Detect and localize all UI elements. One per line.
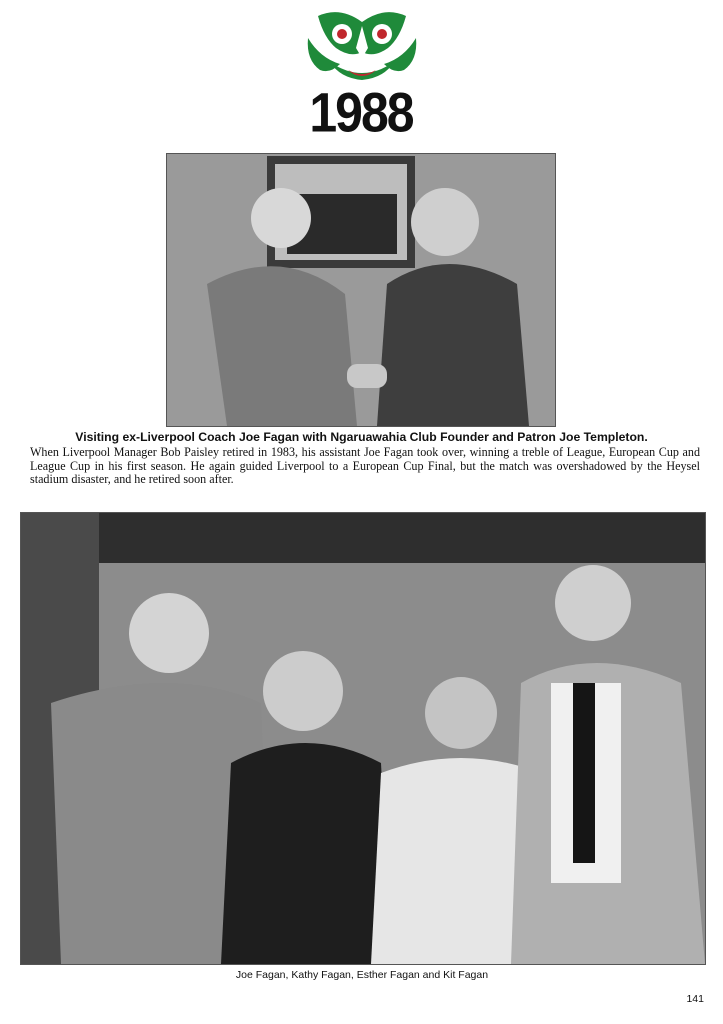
year-heading: 1988 <box>309 81 413 144</box>
photo-fagan-templeton <box>166 153 556 427</box>
maori-carved-face-logo-icon <box>300 8 424 88</box>
top-photo-caption: Visiting ex-Liverpool Coach Joe Fagan with Ngaruawahia Club Founder and Patron Joe Templeton. <box>75 430 648 444</box>
bottom-photo-caption: Joe Fagan, Kathy Fagan, Esther Fagan and Kit Fagan <box>235 969 489 981</box>
photo-fagan-family <box>20 512 706 965</box>
top-photo-description: When Liverpool Manager Bob Paisley retired in 1983, his assistant Joe Fagan took over, winning a treble of League, European Cup and League Cup in his first season. He again guided Liverpool to a European Cup Final, but the match was overshadowed by the Heysel stadium disaster, and he retired soon after. <box>30 445 700 487</box>
page-number: 141 <box>686 993 704 1005</box>
